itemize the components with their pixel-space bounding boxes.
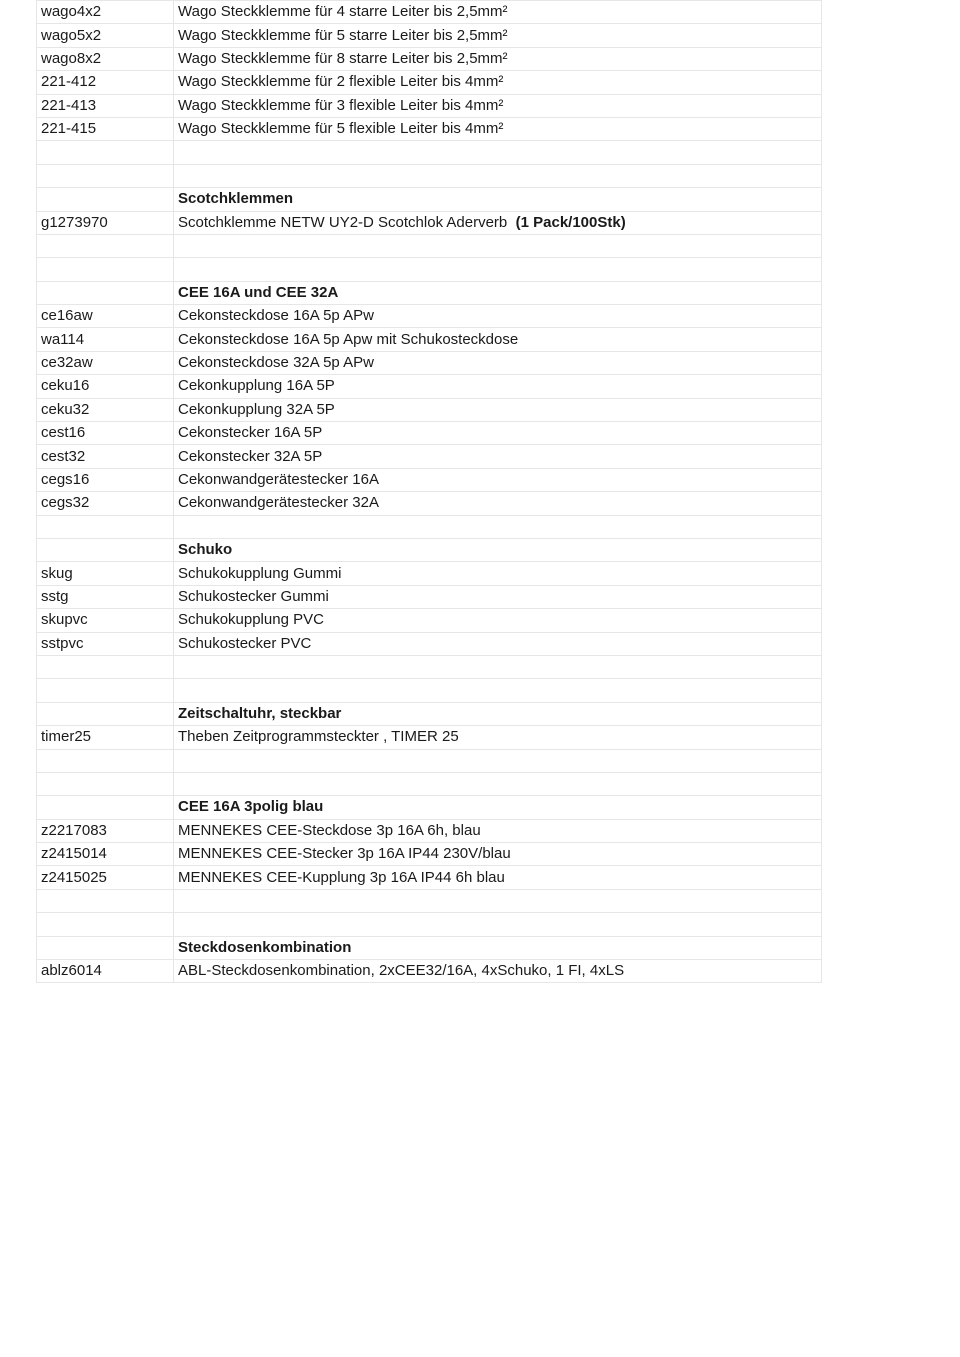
article-code-cell bbox=[37, 679, 174, 702]
section-header-row bbox=[37, 281, 822, 304]
description-text: MENNEKES CEE-Kupplung 3p 16A IP44 6h blau bbox=[178, 868, 505, 886]
product-row bbox=[37, 211, 822, 234]
article-code-cell: skupvc bbox=[37, 609, 174, 632]
section-title bbox=[174, 538, 822, 561]
article-code-cell bbox=[37, 702, 174, 725]
description-cell bbox=[174, 445, 822, 468]
article-code-cell: cest32 bbox=[37, 445, 174, 468]
description-cell bbox=[174, 24, 822, 47]
product-row bbox=[37, 398, 822, 421]
description-cell bbox=[174, 468, 822, 491]
description-cell bbox=[174, 71, 822, 94]
section-title-text: Scotchklemmen bbox=[178, 190, 294, 208]
description-cell bbox=[174, 234, 822, 257]
section-title bbox=[174, 796, 822, 819]
blank-row bbox=[37, 655, 822, 678]
article-code-cell: 221-412 bbox=[37, 71, 174, 94]
product-row bbox=[37, 562, 822, 585]
blank-row bbox=[37, 889, 822, 912]
section-title-text: CEE 16A 3polig blau bbox=[178, 798, 324, 816]
description-text: Cekonkupplung 16A 5P bbox=[178, 377, 335, 395]
article-code-cell: 221-415 bbox=[37, 117, 174, 140]
description-text: MENNEKES CEE-Stecker 3p 16A IP44 230V/blau bbox=[178, 845, 511, 863]
description-cell bbox=[174, 398, 822, 421]
description-text: Scotchklemme NETW UY2-D Scotchlok Aderverb bbox=[178, 213, 508, 231]
product-row bbox=[37, 24, 822, 47]
article-code-cell bbox=[37, 234, 174, 257]
article-code-cell: wago4x2 bbox=[37, 1, 174, 24]
article-code-cell bbox=[37, 889, 174, 912]
product-row bbox=[37, 94, 822, 117]
article-code-cell: sstpvc bbox=[37, 632, 174, 655]
description-cell bbox=[174, 843, 822, 866]
article-code-cell bbox=[37, 515, 174, 538]
section-title-text: Schuko bbox=[178, 541, 233, 559]
article-code-cell bbox=[37, 655, 174, 678]
article-code-cell: wago8x2 bbox=[37, 47, 174, 70]
description-text: Cekonstecker 16A 5P bbox=[178, 424, 323, 442]
description-cell bbox=[174, 351, 822, 374]
article-code-cell bbox=[37, 936, 174, 959]
product-row bbox=[37, 609, 822, 632]
blank-row bbox=[37, 749, 822, 772]
article-code-cell: ceku32 bbox=[37, 398, 174, 421]
description-cell bbox=[174, 679, 822, 702]
section-title bbox=[174, 702, 822, 725]
article-code-cell bbox=[37, 258, 174, 281]
product-row bbox=[37, 445, 822, 468]
product-row bbox=[37, 328, 822, 351]
product-row bbox=[37, 468, 822, 491]
product-row bbox=[37, 117, 822, 140]
product-row bbox=[37, 305, 822, 328]
section-header-row bbox=[37, 538, 822, 561]
description-cell bbox=[174, 375, 822, 398]
description-text: Cekonsteckdose 32A 5p APw bbox=[178, 354, 374, 372]
section-title bbox=[174, 188, 822, 211]
description-cell bbox=[174, 1, 822, 24]
article-code-cell: z2217083 bbox=[37, 819, 174, 842]
product-row bbox=[37, 71, 822, 94]
product-table bbox=[36, 0, 822, 983]
description-cell bbox=[174, 328, 822, 351]
blank-row bbox=[37, 913, 822, 936]
article-code-cell: 221-413 bbox=[37, 94, 174, 117]
description-cell bbox=[174, 515, 822, 538]
section-header-row bbox=[37, 936, 822, 959]
description-cell bbox=[174, 889, 822, 912]
product-row bbox=[37, 866, 822, 889]
blank-row bbox=[37, 772, 822, 795]
description-text: Wago Steckklemme für 2 flexible Leiter bis 4mm² bbox=[178, 73, 504, 91]
section-header-row bbox=[37, 188, 822, 211]
blank-row bbox=[37, 234, 822, 257]
article-code-cell bbox=[37, 188, 174, 211]
article-code-cell: ablz6014 bbox=[37, 960, 174, 983]
description-text: Cekonwandgerätestecker 32A bbox=[178, 494, 379, 512]
product-row bbox=[37, 1, 822, 24]
description-text: Wago Steckklemme für 4 starre Leiter bis 2,5mm² bbox=[178, 3, 508, 21]
description-cell bbox=[174, 258, 822, 281]
description-text: Wago Steckklemme für 3 flexible Leiter bis 4mm² bbox=[178, 96, 504, 114]
description-cell bbox=[174, 585, 822, 608]
product-row bbox=[37, 422, 822, 445]
description-cell bbox=[174, 47, 822, 70]
description-cell bbox=[174, 749, 822, 772]
article-code-cell bbox=[37, 164, 174, 187]
article-code-cell: cest16 bbox=[37, 422, 174, 445]
article-code-cell: wago5x2 bbox=[37, 24, 174, 47]
description-text: MENNEKES CEE-Steckdose 3p 16A 6h, blau bbox=[178, 821, 481, 839]
pack-size-note: (1 Pack/100Stk) bbox=[515, 213, 626, 231]
description-text: Schukokupplung Gummi bbox=[178, 564, 342, 582]
description-cell bbox=[174, 141, 822, 164]
description-text: Wago Steckklemme für 5 starre Leiter bis 2,5mm² bbox=[178, 26, 508, 44]
description-text: Cekonwandgerätestecker 16A bbox=[178, 471, 379, 488]
product-table-body bbox=[37, 1, 822, 983]
description-text: Cekonstecker 32A 5P bbox=[178, 447, 323, 465]
blank-row bbox=[37, 164, 822, 187]
article-code-cell: z2415014 bbox=[37, 843, 174, 866]
description-cell bbox=[174, 305, 822, 328]
description-text: Wago Steckklemme für 8 starre Leiter bis 2,5mm² bbox=[178, 49, 508, 67]
description-cell bbox=[174, 117, 822, 140]
section-title bbox=[174, 281, 822, 304]
description-cell bbox=[174, 609, 822, 632]
product-row bbox=[37, 375, 822, 398]
description-text: Cekonkupplung 32A 5P bbox=[178, 400, 335, 418]
article-code-cell bbox=[37, 538, 174, 561]
description-cell bbox=[174, 866, 822, 889]
article-code-cell bbox=[37, 796, 174, 819]
description-cell bbox=[174, 632, 822, 655]
article-code-cell bbox=[37, 141, 174, 164]
article-code-cell bbox=[37, 281, 174, 304]
product-row bbox=[37, 47, 822, 70]
product-row bbox=[37, 632, 822, 655]
article-code-cell: ce32aw bbox=[37, 351, 174, 374]
article-code-cell bbox=[37, 749, 174, 772]
description-text: ABL-Steckdosenkombination, 2xCEE32/16A, 4xSchuko, 1 FI, 4xLS bbox=[178, 962, 625, 980]
description-text: Wago Steckklemme für 5 flexible Leiter bis 4mm² bbox=[178, 120, 504, 138]
description-text: Schukostecker Gummi bbox=[178, 587, 329, 605]
product-row bbox=[37, 726, 822, 749]
description-text: Cekonsteckdose 16A 5p APw bbox=[178, 307, 374, 325]
article-code-cell: g1273970 bbox=[37, 211, 174, 234]
blank-row bbox=[37, 515, 822, 538]
description-cell bbox=[174, 211, 822, 234]
description-cell bbox=[174, 655, 822, 678]
description-cell bbox=[174, 819, 822, 842]
article-code-cell: cegs16 bbox=[37, 468, 174, 491]
product-list-sheet bbox=[36, 0, 822, 983]
section-title-text: Zeitschaltuhr, steckbar bbox=[178, 704, 342, 722]
description-text: Theben Zeitprogrammsteckter , TIMER 25 bbox=[178, 728, 459, 746]
article-code-cell: timer25 bbox=[37, 726, 174, 749]
blank-row bbox=[37, 258, 822, 281]
description-cell bbox=[174, 772, 822, 795]
description-text: Cekonsteckdose 16A 5p Apw mit Schukosteckdose bbox=[178, 330, 519, 348]
section-title-text: Steckdosenkombination bbox=[178, 938, 352, 956]
product-row bbox=[37, 351, 822, 374]
blank-row bbox=[37, 679, 822, 702]
article-code-cell bbox=[37, 913, 174, 936]
article-code-cell bbox=[37, 772, 174, 795]
description-cell bbox=[174, 562, 822, 585]
article-code-cell: wa114 bbox=[37, 328, 174, 351]
section-header-row bbox=[37, 796, 822, 819]
description-cell bbox=[174, 960, 822, 983]
article-code-cell: skug bbox=[37, 562, 174, 585]
description-cell bbox=[174, 164, 822, 187]
description-cell bbox=[174, 726, 822, 749]
section-title-text: CEE 16A und CEE 32A bbox=[178, 283, 339, 301]
article-code-cell: ce16aw bbox=[37, 305, 174, 328]
blank-row bbox=[37, 141, 822, 164]
product-row bbox=[37, 960, 822, 983]
article-code-cell: ceku16 bbox=[37, 375, 174, 398]
section-title bbox=[174, 936, 822, 959]
description-cell bbox=[174, 492, 822, 515]
description-text: Schukostecker PVC bbox=[178, 634, 312, 652]
product-row bbox=[37, 585, 822, 608]
description-text: Schukokupplung PVC bbox=[178, 611, 324, 629]
description-cell bbox=[174, 913, 822, 936]
product-row bbox=[37, 843, 822, 866]
section-header-row bbox=[37, 702, 822, 725]
article-code-cell: cegs32 bbox=[37, 492, 174, 515]
description-cell bbox=[174, 94, 822, 117]
product-row bbox=[37, 492, 822, 515]
article-code-cell: z2415025 bbox=[37, 866, 174, 889]
article-code-cell: sstg bbox=[37, 585, 174, 608]
product-row bbox=[37, 819, 822, 842]
description-cell bbox=[174, 422, 822, 445]
